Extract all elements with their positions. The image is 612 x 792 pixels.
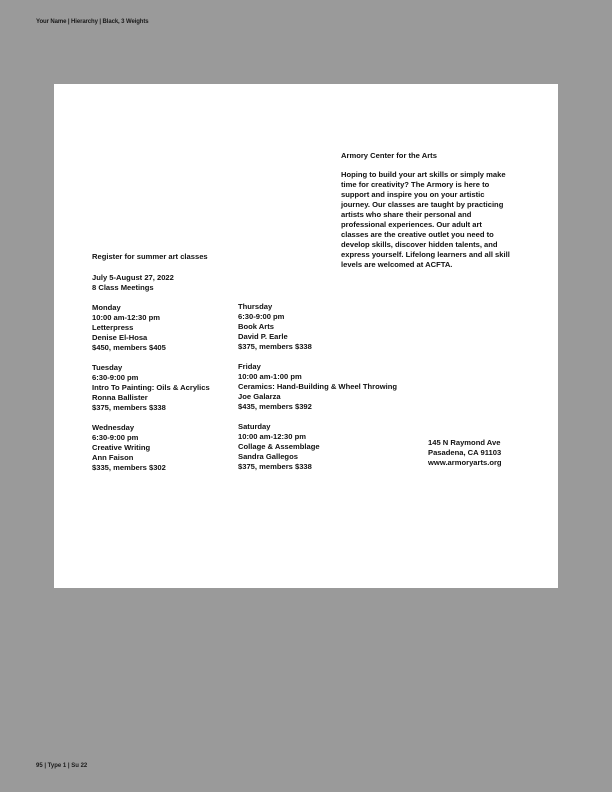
class-entry [238,422,397,472]
class-entry [92,363,210,413]
class-course: Ceramics: Hand-Building & Wheel Throwing [238,382,398,391]
class-course: Letterpress [92,323,134,332]
class-entry [92,303,210,353]
address-city: Pasadena, CA 91103 [428,448,502,457]
address-street: 145 N Raymond Ave [428,438,501,447]
class-course: Collage & Assemblage [238,442,320,451]
class-price: $375, members $338 [92,403,166,412]
class-price: $375, members $338 [238,462,312,471]
date-range: July 5-August 27, 2022 [92,273,174,282]
class-time: 6:30-9:00 pm [92,373,139,382]
class-price: $450, members $405 [92,343,166,352]
class-column-1 [92,303,210,483]
register-heading: Register for summer art classes [92,252,208,261]
class-entry [238,302,397,352]
class-price: $335, members $302 [92,463,166,472]
class-day: Saturday [238,422,271,431]
running-head: Your Name | Hierarchy | Black, 3 Weights [36,19,149,25]
class-instructor: Joe Galarza [238,392,281,401]
class-entry [92,423,210,473]
class-entry [238,362,397,412]
website-link[interactable]: www.armoryarts.org [428,458,502,467]
address-block [428,438,502,468]
poster-sheet [54,84,558,588]
class-course: Creative Writing [92,443,151,452]
class-instructor: Denise El-Hosa [92,333,148,342]
class-time: 10:00 am-1:00 pm [238,372,302,381]
class-time: 10:00 am-12:30 pm [238,432,306,441]
class-price: $435, members $392 [238,402,312,411]
folio: 95 | Type 1 | Su 22 [36,763,88,769]
session-dates [92,273,174,293]
organization-description: Hoping to build your art skills or simply make time for creativity? The Armory is here to support and inspire you on your artistic journey. Our classes are taught by practicing artists who share their personal and professional experiences. Our adult art classes are the creative outlet you need to develop skills, discover hidden talents, and express yourself. Lifelong learners and all skill levels are welcomed at ACFTA. [341,170,510,269]
class-instructor: Ronna Ballister [92,393,148,402]
class-time: 6:30-9:00 pm [238,312,285,321]
organization-title: Armory Center for the Arts [341,151,437,160]
class-instructor: David P. Earle [238,332,288,341]
class-time: 6:30-9:00 pm [92,433,139,442]
meeting-count: 8 Class Meetings [92,283,154,292]
class-instructor: Ann Faison [92,453,134,462]
class-instructor: Sandra Gallegos [238,452,298,461]
class-day: Wednesday [92,423,135,432]
class-day: Monday [92,303,121,312]
class-course: Intro To Painting: Oils & Acrylics [92,383,210,392]
class-price: $375, members $338 [238,342,312,351]
class-day: Thursday [238,302,273,311]
class-day: Friday [238,362,261,371]
class-course: Book Arts [238,322,275,331]
class-time: 10:00 am-12:30 pm [92,313,160,322]
class-column-2 [238,302,397,482]
class-day: Tuesday [92,363,123,372]
